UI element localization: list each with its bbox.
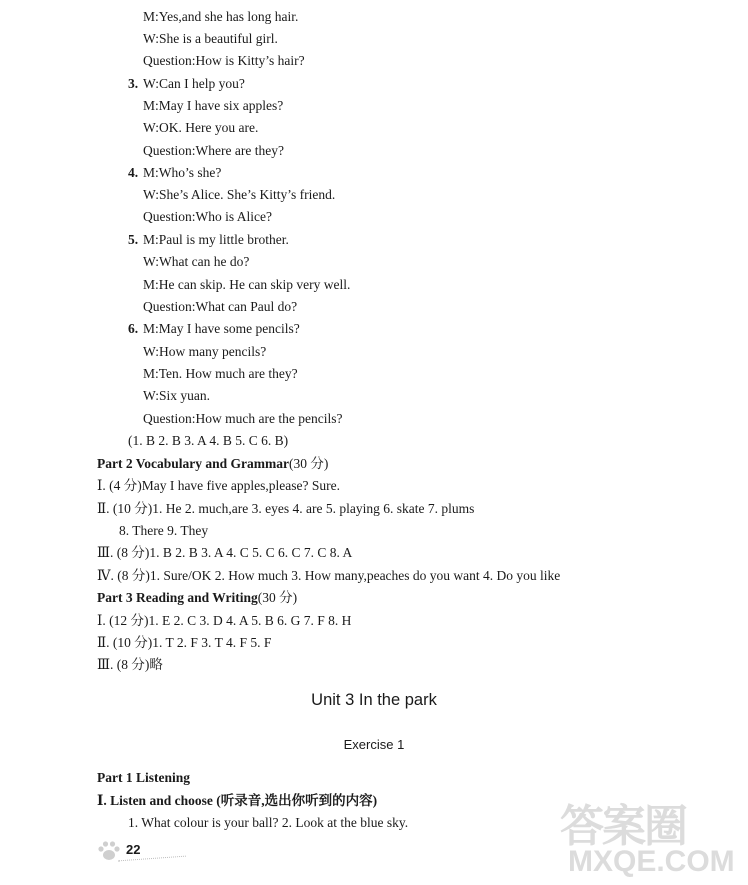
dialogue-line: M:May I have some pencils?	[143, 321, 300, 336]
part2-answer-4: Ⅳ. (8 分)1. Sure/OK 2. How much 3. How many,peaches do you want 4. Do you like	[97, 568, 561, 583]
dialogue-line: W:What can he do?	[143, 254, 250, 269]
item-number: 6.	[128, 321, 139, 336]
dialogue-line: M:Yes,and she has long hair.	[143, 9, 299, 24]
part2-score: (30 分)	[289, 456, 329, 471]
part2-answer-2-cont: 8. There 9. They	[119, 523, 209, 538]
listen-items: 1. What colour is your ball? 2. Look at the blue sky.	[128, 815, 409, 830]
question-line: Question:Where are they?	[143, 143, 284, 158]
exercise-title: Exercise 1	[343, 737, 405, 752]
question-line: Question:How is Kitty’s hair?	[143, 53, 305, 68]
item-number: 3.	[128, 76, 139, 91]
part3-score: (30 分)	[257, 590, 298, 605]
part3-answer-3: Ⅲ. (8 分)略	[97, 657, 163, 672]
answer-key-part1: (1. B 2. B 3. A 4. B 5. C 6. B)	[128, 433, 289, 448]
dialogue-line: M:Ten. How much are they?	[143, 366, 298, 381]
watermark-logo: 答案圈	[560, 802, 686, 851]
dialogue-line: M:May I have six apples?	[143, 98, 284, 113]
dialogue-line: W:How many pencils?	[143, 344, 267, 359]
unit-title: Unit 3 In the park	[311, 691, 437, 709]
dialogue-line: M:Paul is my little brother.	[143, 232, 289, 247]
part3-answer-1: Ⅰ. (12 分)1. E 2. C 3. D 4. A 5. B 6. G 7. F 8. H	[97, 613, 352, 628]
part2-title: Part 2 Vocabulary and Grammar	[97, 456, 289, 471]
watermark-url: MXQE.COM	[568, 845, 735, 878]
part1-heading: Part 1 Listening	[97, 770, 190, 785]
part3-heading	[97, 590, 297, 606]
part3-title: Part 3 Reading and Writing	[97, 590, 258, 605]
dialogue-line: W:She is a beautiful girl.	[143, 31, 278, 46]
dialogue-line: W:OK. Here you are.	[143, 120, 259, 135]
part2-answer-3: Ⅲ. (8 分)1. B 2. B 3. A 4. C 5. C 6. C 7. C 8. A	[97, 545, 353, 560]
part2-heading	[97, 456, 328, 472]
part2-answer-2: Ⅱ. (10 分)1. He 2. much,are 3. eyes 4. are 5. playing 6. skate 7. plums	[97, 501, 475, 516]
dialogue-line: M:He can skip. He can skip very well.	[143, 277, 351, 292]
dialogue-line: W:She’s Alice. She’s Kitty’s friend.	[143, 187, 336, 202]
listen-instruction: Ⅰ. Listen and choose (听录音,选出你听到的内容)	[97, 793, 378, 808]
item-number: 4.	[128, 165, 139, 180]
part2-answer-1: Ⅰ. (4 分)May I have five apples,please? Sure.	[97, 478, 340, 493]
question-line: Question:How much are the pencils?	[143, 411, 343, 426]
part3-answer-2: Ⅱ. (10 分)1. T 2. F 3. T 4. F 5. F	[97, 635, 272, 650]
page-number: 22	[126, 842, 141, 857]
question-line: Question:What can Paul do?	[143, 299, 298, 314]
item-number: 5.	[128, 232, 139, 247]
dialogue-line: W:Six yuan.	[143, 388, 210, 403]
dialogue-line: M:Who’s she?	[143, 165, 222, 180]
dialogue-line: W:Can I help you?	[143, 76, 245, 91]
question-line: Question:Who is Alice?	[143, 209, 272, 224]
